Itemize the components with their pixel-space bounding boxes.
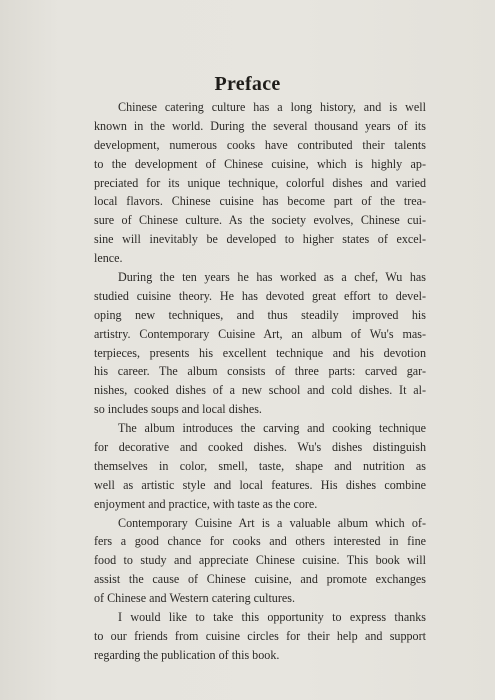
text-line: oping new techniques, and thus steadily improved his: [94, 307, 426, 322]
text-line: Contemporary Cuisine Art is a valuable album which of-: [118, 515, 426, 530]
text-line: local flavors. Chinese cuisine has become part of the trea-: [94, 194, 426, 209]
text-line: During the ten years he has worked as a chef, Wu has: [118, 270, 426, 285]
text-line: well as artistic style and local features. His dishes combine: [94, 477, 426, 492]
preface-body: [94, 98, 426, 665]
text-line: enjoyment and practice, with taste as the core.: [94, 496, 318, 511]
text-line: artistry. Contemporary Cuisine Art, an album of Wu's mas-: [94, 326, 426, 341]
text-line: terpieces, presents his excellent technique and his devotion: [94, 345, 426, 360]
text-line: so includes soups and local dishes.: [94, 402, 262, 417]
text-line: fers a good chance for cooks and others interested in fine: [94, 534, 426, 549]
text-line: for decorative and cooked dishes. Wu's dishes distinguish: [94, 440, 426, 455]
text-line: nishes, cooked dishes of a new school and cold dishes. It al-: [94, 383, 426, 398]
text-line: sine will inevitably be developed to higher states of excel-: [94, 232, 426, 247]
page-title: Preface: [214, 73, 281, 95]
text-line: Chinese catering culture has a long history, and is well: [118, 100, 426, 114]
text-line: regarding the publication of this book.: [94, 647, 280, 662]
text-line: themselves in color, smell, taste, shape and nutrition as: [94, 458, 426, 473]
text-line: to our friends from cuisine circles for their help and support: [94, 628, 426, 643]
paragraph-3: [94, 419, 426, 513]
text-line: known in the world. During the several thousand years of its: [94, 118, 426, 133]
text-line: I would like to take this opportunity to express thanks: [118, 610, 426, 625]
text-line: of Chinese and Western catering cultures.: [94, 591, 295, 606]
text-line: lence.: [94, 251, 123, 266]
text-line: sure of Chinese culture. As the society evolves, Chinese cui-: [94, 213, 426, 228]
text-line: his career. The album consists of three parts: carved gar-: [94, 364, 426, 379]
paragraph-5: [94, 608, 426, 665]
paragraph-4: [94, 514, 426, 608]
paragraph-2: [94, 268, 426, 419]
text-line: food to study and appreciate Chinese cuisine. This book will: [94, 553, 426, 568]
text-line: preciated for its unique technique, colorful dishes and varied: [94, 175, 426, 190]
paragraph-1: [94, 98, 426, 268]
text-line: to the development of Chinese cuisine, which is highly ap-: [94, 156, 426, 171]
text-line: The album introduces the carving and cooking technique: [118, 421, 426, 436]
text-line: studied cuisine theory. He has devoted great effort to devel-: [94, 288, 426, 303]
text-line: assist the cause of Chinese cuisine, and promote exchanges: [94, 572, 426, 587]
text-line: development, numerous cooks have contributed their talents: [94, 137, 426, 152]
